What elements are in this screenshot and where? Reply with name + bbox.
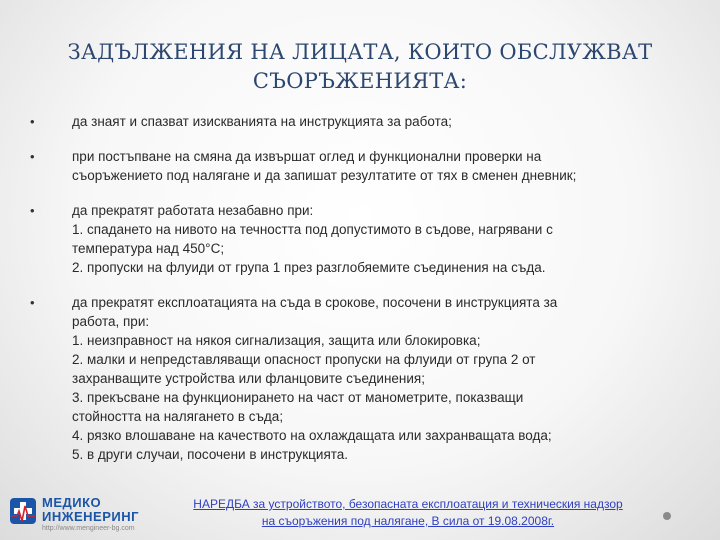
logo-mark-icon — [8, 494, 38, 534]
sub-item-text: 1. спадането на нивото на течността под допустимото в съдове, нагрявани с — [72, 222, 553, 237]
sub-item-text: 2. малки и непредставляващи опасност пропуски на флуиди от група 2 от — [72, 352, 536, 367]
company-logo — [8, 494, 158, 536]
list-item-text: при постъпване на смяна да извършат оглед и функционални проверки на — [72, 149, 542, 164]
regulation-link-line-1[interactable]: НАРЕДБА за устройството, безопасната експлоатация и техническия надзор — [193, 497, 623, 511]
bullet-icon: • — [30, 295, 35, 310]
list-item-text: да знаят и спазват изискванията на инструкцията за работа; — [72, 114, 452, 129]
slide-title-line-2: СЪОРЪЖЕНИЯТА: — [252, 69, 468, 93]
logo-name-line-1: МЕДИКО — [42, 495, 102, 510]
list-item-text: да прекратят работата незабавно при: — [72, 203, 314, 218]
decorative-dot-icon — [663, 512, 671, 520]
sub-item-text: стойността на налягането в съда; — [72, 409, 284, 424]
sub-item-text: 2. пропуски на флуиди от група 1 през разглобяемите съединения на съда. — [72, 260, 546, 275]
bullet-icon: • — [30, 149, 35, 164]
regulation-link-line-2[interactable]: на съоръжения под налягане, В сила от 19.08.2008г. — [261, 514, 555, 528]
regulation-link[interactable] — [148, 496, 668, 530]
list-item — [30, 293, 675, 464]
slide-title — [40, 38, 680, 96]
list-item-text: съоръжението под налягане и да запишат резултатите от тях в сменен дневник; — [72, 168, 577, 183]
sub-item-text: 1. неизправност на някоя сигнализация, защита или блокировка; — [72, 333, 481, 348]
list-item — [30, 147, 675, 185]
list-item — [30, 112, 675, 131]
sub-item-text: 3. прекъсване на функционирането на част от манометрите, показващи — [72, 390, 524, 405]
list-item-text: да прекратят експлоатацията на съда в срокове, посочени в инструкцията за — [72, 295, 558, 310]
sub-item-text: температура над 450°С; — [72, 241, 225, 256]
sub-item-text: 5. в други случаи, посочени в инструкцията. — [72, 447, 349, 462]
list-item — [30, 201, 675, 277]
sub-item-text: захранващите устройства или фланцовите съединения; — [72, 371, 425, 386]
bullet-icon: • — [30, 203, 35, 218]
logo-name-line-2: ИНЖЕНЕРИНГ — [42, 509, 139, 524]
slide-title-line-1: ЗАДЪЛЖЕНИЯ НА ЛИЦАТА, КОИТО ОБСЛУЖВАТ — [67, 40, 653, 64]
logo-url: http://www.mengineer-bg.com — [42, 525, 135, 532]
list-item-text: работа, при: — [72, 314, 150, 329]
sub-item-text: 4. рязко влошаване на качеството на охлаждащата или захранващата вода; — [72, 428, 552, 443]
duties-list — [30, 112, 675, 480]
bullet-icon: • — [30, 114, 35, 129]
